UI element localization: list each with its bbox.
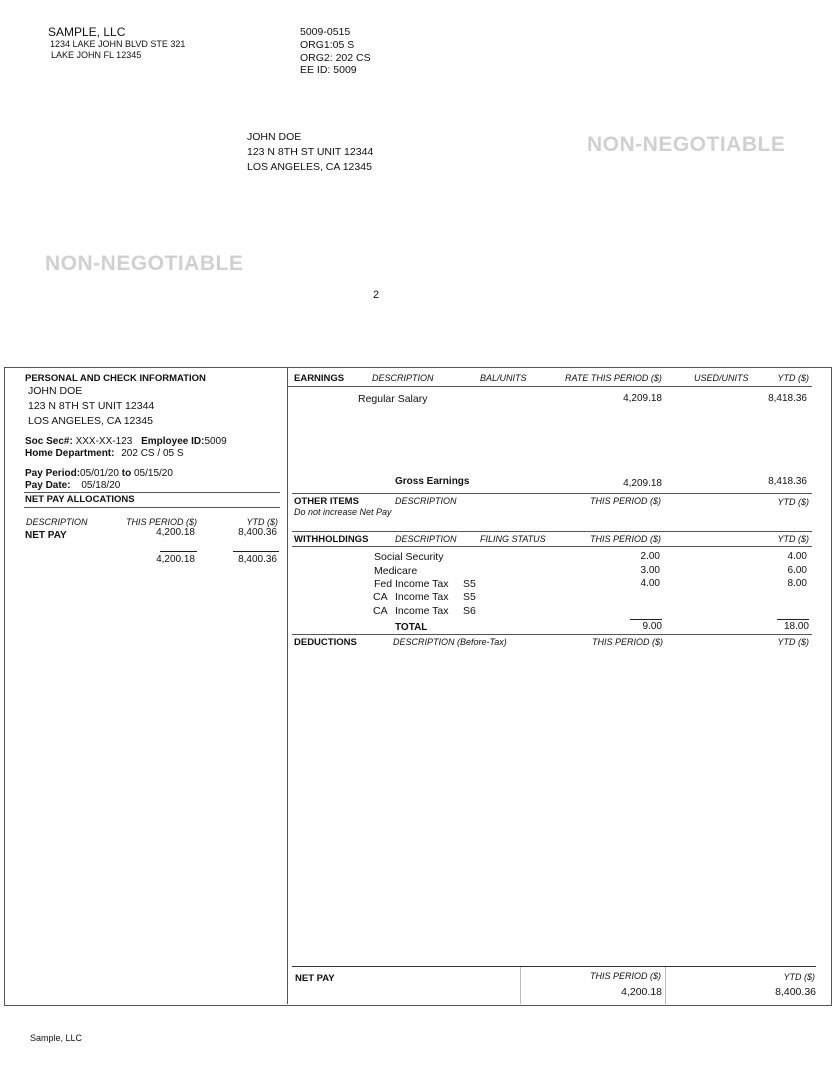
withholdings-heading: WITHHOLDINGS: [294, 534, 369, 545]
withholdings-ytd-underline: [777, 619, 809, 620]
pay-date-row: [25, 480, 120, 491]
personal-heading: PERSONAL AND CHECK INFORMATION: [25, 373, 206, 384]
net-pay-label: NET PAY: [295, 973, 335, 984]
payee-address-line1: 123 N 8TH ST UNIT 12344: [247, 146, 374, 158]
personal-address-line1: 123 N 8TH ST UNIT 12344: [28, 400, 155, 412]
withholding-ytd: 8.00: [787, 578, 807, 589]
net-pay-alloc-period-underline: [160, 551, 197, 552]
page-number: 2: [373, 289, 380, 301]
withholdings-col-ytd: YTD ($): [777, 534, 809, 544]
withholding-desc: Fed Income Tax: [374, 578, 449, 590]
personal-name: JOHN DOE: [28, 385, 83, 397]
company-address-line2: LAKE JOHN FL 12345: [51, 50, 142, 60]
net-pay-alloc-col-desc: DESCRIPTION: [26, 517, 88, 527]
pay-date-value: 05/18/20: [81, 480, 121, 491]
withholdings-col-status: FILING STATUS: [480, 534, 546, 544]
withholding-prefix: CA: [373, 605, 388, 617]
footer-company: Sample, LLC: [30, 1033, 83, 1043]
withholdings-rule: [292, 546, 812, 547]
withholding-ytd: 4.00: [787, 551, 807, 562]
withholdings-col-period: THIS PERIOD ($): [590, 534, 662, 544]
other-items-col-desc: DESCRIPTION: [395, 496, 457, 506]
withholdings-col-desc: DESCRIPTION: [395, 534, 457, 544]
withholding-ytd: 6.00: [787, 565, 807, 576]
net-pay-ytd: 8,400.36: [775, 986, 816, 998]
withholding-desc: Income Tax: [395, 605, 449, 617]
withholding-status: S5: [463, 591, 476, 603]
withholding-period: 3.00: [640, 565, 660, 576]
company-address-line1: 1234 LAKE JOHN BLVD STE 321: [50, 39, 186, 49]
employee-id-value: 5009: [204, 436, 227, 447]
pay-period-end: 05/15/20: [133, 468, 173, 479]
net-pay-alloc-col-ytd: YTD ($): [246, 517, 278, 527]
net-pay-alloc-total-ytd: 8,400.36: [238, 554, 277, 565]
ssn-label: Soc Sec#:: [25, 436, 73, 447]
withholding-period: 4.00: [640, 578, 660, 589]
net-pay-alloc-top-rule: [24, 492, 280, 493]
ssn-value: XXX-XX-123: [75, 436, 133, 447]
withholdings-total-ytd: 18.00: [783, 621, 809, 632]
net-pay-alloc-rule: [24, 507, 280, 508]
other-items-col-ytd: YTD ($): [777, 497, 809, 507]
gross-earnings-ytd: 8,418.36: [768, 476, 807, 487]
pay-period-to: to: [121, 468, 132, 479]
employee-id-label: Employee ID:: [141, 436, 205, 447]
withholding-status: S5: [463, 578, 476, 590]
column-divider: [287, 368, 288, 1004]
earnings-row-ytd: 8,418.36: [768, 393, 807, 404]
deductions-col-desc: DESCRIPTION (Before-Tax): [393, 637, 507, 647]
deductions-col-ytd: YTD ($): [777, 637, 809, 647]
withholdings-period-underline: [630, 619, 662, 620]
earnings-col-rate: RATE THIS PERIOD ($): [565, 373, 662, 383]
check-code-line4: EE ID: 5009: [300, 64, 357, 76]
net-pay-period: 4,200.18: [621, 986, 662, 998]
check-code-line2: ORG1:05 S: [300, 39, 355, 51]
withholdings-total-period: 9.00: [642, 621, 662, 632]
net-pay-col-period: THIS PERIOD ($): [590, 971, 662, 981]
net-pay-col-ytd: YTD ($): [783, 972, 815, 982]
earnings-heading: EARNINGS: [294, 373, 345, 384]
net-pay-alloc-col-period: THIS PERIOD ($): [125, 517, 197, 527]
personal-address-line2: LOS ANGELES, CA 12345: [28, 415, 153, 427]
deductions-top-rule: [292, 634, 812, 635]
deductions-col-period: THIS PERIOD ($): [592, 637, 664, 647]
earnings-row-desc: Regular Salary: [358, 393, 428, 405]
earnings-rule: [288, 386, 812, 387]
check-code-line3: ORG2: 202 CS: [300, 52, 371, 64]
pay-date-label: Pay Date:: [25, 480, 71, 491]
withholding-desc: Income Tax: [395, 591, 449, 603]
net-pay-alloc-total-period: 4,200.18: [156, 554, 195, 565]
other-items-top-rule: [292, 493, 812, 494]
payee-address-line2: LOS ANGELES, CA 12345: [247, 161, 372, 173]
withholding-desc: Medicare: [374, 565, 418, 577]
check-code-line1: 5009-0515: [300, 26, 351, 38]
ssn-row: [25, 436, 227, 447]
withholding-desc: Social Security: [374, 551, 444, 563]
net-pay-divider-1: [520, 967, 521, 1004]
withholdings-top-rule: [292, 531, 812, 532]
earnings-row-period: 4,209.18: [623, 393, 662, 404]
net-pay-alloc-row-period: 4,200.18: [156, 527, 195, 538]
watermark-left: NON-NEGOTIABLE: [45, 252, 244, 275]
other-items-heading: OTHER ITEMS: [294, 496, 359, 507]
deductions-heading: DEDUCTIONS: [294, 637, 357, 648]
payee-name: JOHN DOE: [247, 131, 302, 143]
watermark-top: NON-NEGOTIABLE: [587, 133, 786, 156]
pay-period-start: 05/01/20: [80, 468, 119, 479]
net-pay-divider-2: [665, 967, 666, 1004]
withholding-status: S6: [463, 605, 476, 617]
withholding-prefix: CA: [373, 591, 388, 603]
pay-period-row: [25, 468, 173, 479]
department-value: 202 CS / 05 S: [121, 448, 184, 459]
withholdings-total-label: TOTAL: [395, 622, 428, 633]
pay-stub-box: [4, 367, 832, 1006]
pay-period-label: Pay Period:: [25, 468, 81, 479]
gross-earnings-period: 4,209.18: [623, 478, 662, 489]
net-pay-top-rule: [292, 966, 816, 967]
net-pay-alloc-ytd-underline: [233, 551, 279, 552]
other-items-col-period: THIS PERIOD ($): [590, 496, 662, 506]
earnings-col-ytd: YTD ($): [777, 373, 809, 383]
withholding-period: 2.00: [640, 551, 660, 562]
net-pay-alloc-heading: NET PAY ALLOCATIONS: [25, 494, 135, 505]
net-pay-alloc-row-label: NET PAY: [25, 530, 67, 541]
earnings-col-units: BAL/UNITS: [480, 373, 527, 383]
earnings-col-used: USED/UNITS: [694, 373, 749, 383]
earnings-col-desc: DESCRIPTION: [372, 373, 434, 383]
department-row: [25, 448, 184, 459]
other-items-note: Do not increase Net Pay: [294, 507, 392, 517]
net-pay-alloc-row-ytd: 8,400.36: [238, 527, 277, 538]
department-label: Home Department:: [25, 448, 115, 459]
company-name: SAMPLE, LLC: [48, 25, 126, 39]
gross-earnings-label: Gross Earnings: [395, 476, 470, 487]
